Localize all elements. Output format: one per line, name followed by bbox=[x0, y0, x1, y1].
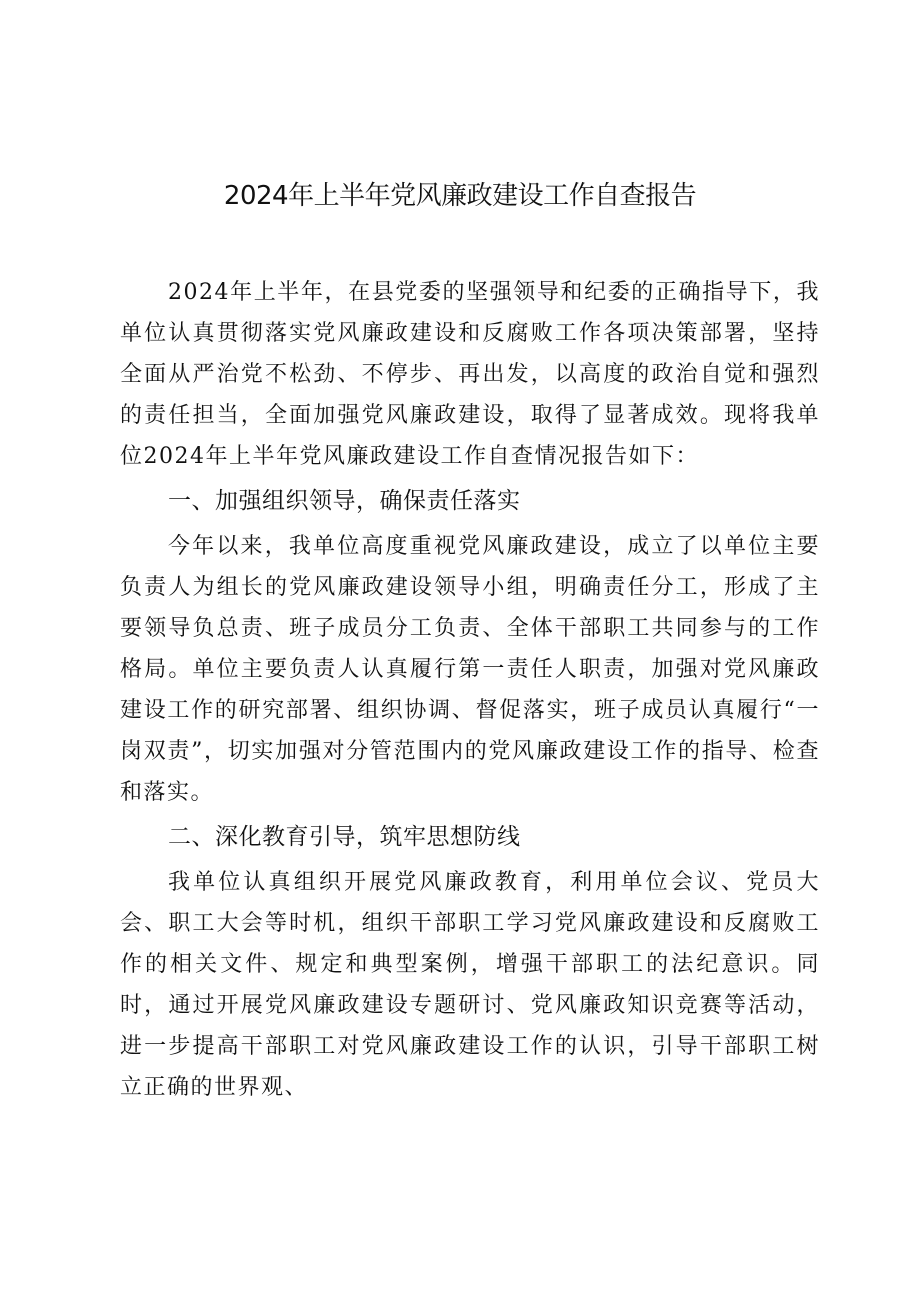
document-body bbox=[120, 272, 820, 1108]
section-heading-1: 一、加强组织领导，确保责任落实 bbox=[168, 488, 521, 514]
section-heading-2: 二、深化教育引导，筑牢思想防线 bbox=[168, 824, 521, 850]
section-paragraph-1: 今年以来，我单位高度重视党风廉政建设，成立了以单位主要负责人为组长的党风廉政建设领导小组，明确责任分工，形成了主要领导负总责、班子成员分工负责、全体干部职工共同参与的工作格局。单位主要负责人认真履行第一责任人职责，加强对党风廉政建设工作的研究部署、组织协调、督促落实，班子成员认真履行“一岗双责”，切实加强对分管范围内的党风廉政建设工作的指导、检查和落实。 bbox=[120, 534, 820, 805]
intro-paragraph: 2024年上半年，在县党委的坚强领导和纪委的正确指导下，我单位认真贯彻落实党风廉政建设和反腐败工作各项决策部署，坚持全面从严治党不松劲、不停步、再出发，以高度的政治自觉和强烈的责任担当，全面加强党风廉政建设，取得了显著成效。现将我单位2024年上半年党风廉政建设工作自查情况报告如下： bbox=[120, 280, 820, 469]
document-title: 2024年上半年党风廉政建设工作自查报告 bbox=[223, 181, 697, 211]
section-paragraph-2: 我单位认真组织开展党风廉政教育，利用单位会议、党员大会、职工大会等时机，组织干部职工学习党风廉政建设和反腐败工作的相关文件、规定和典型案例，增强干部职工的法纪意识。同时，通过开展党风廉政建设专题研讨、党风廉政知识竞赛等活动，进一步提高干部职工对党风廉政建设工作的认识，引导干部职工树立正确的世界观、 bbox=[120, 870, 820, 1100]
